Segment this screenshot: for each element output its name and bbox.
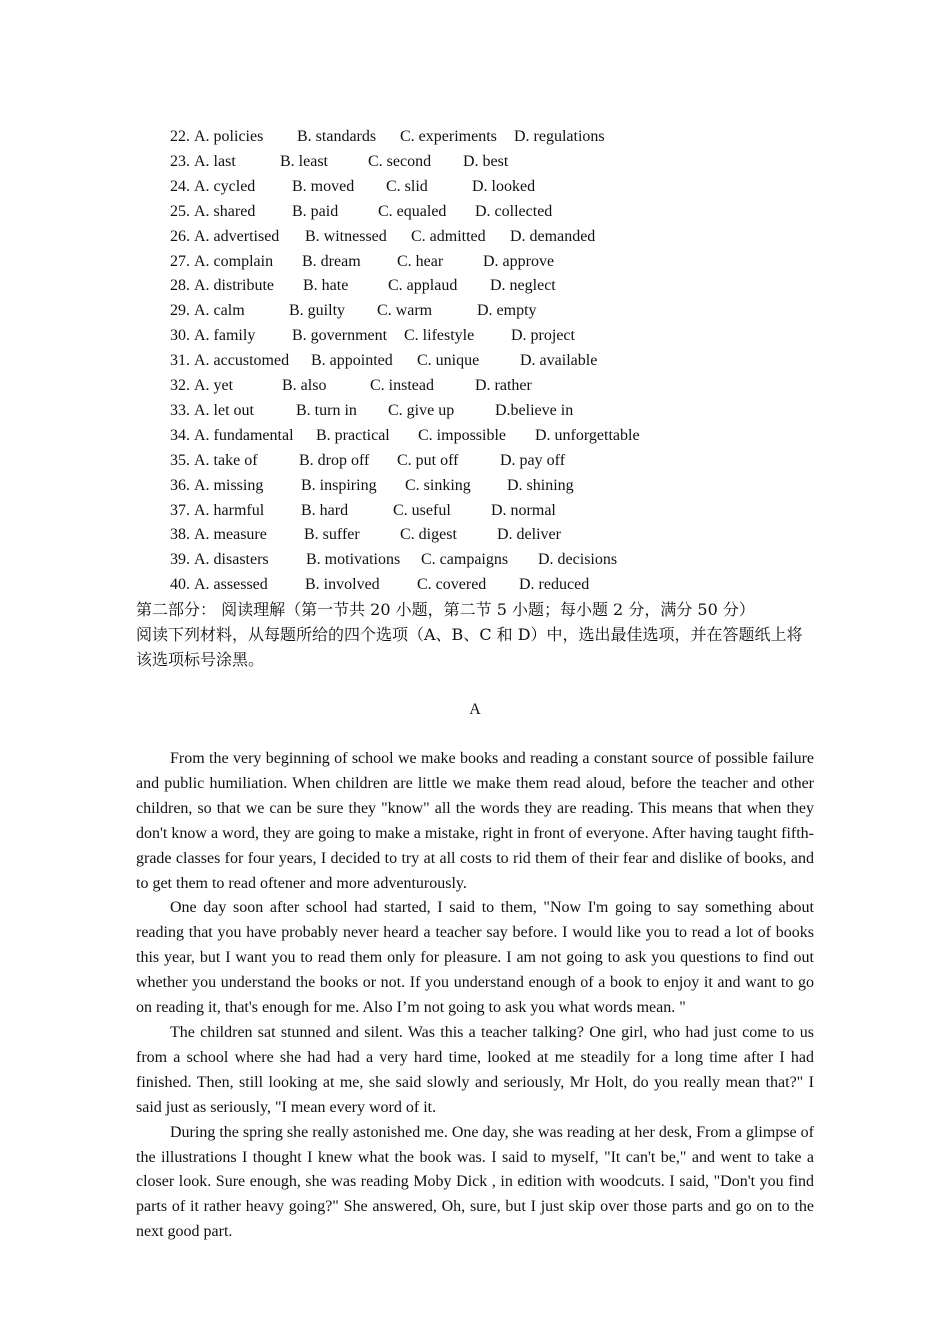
question-number: 35. [170, 451, 190, 469]
option-a: A. fundamental [194, 426, 294, 444]
option-d: D. approve [483, 252, 555, 270]
passage-paragraph: From the very beginning of school we make books and reading a constant source of possible failure and public humiliation. When children are little we make them read aloud, before the teacher and other children, so that we can be sure they "know" all the words they are reading. This means that when they don't know a word, they are going to make a mistake, right in front of everyone. After having taught fifth-grade classes for four years, I decided to try at all costs to rid them of their fear and dislike of books, and to get them to read oftener and more adventurously. [136, 750, 814, 892]
question-number: 34. [170, 426, 190, 444]
option-b: B. least [280, 152, 328, 170]
question-number: 33. [170, 401, 190, 419]
option-a: A. last [194, 152, 236, 170]
question-number: 26. [170, 227, 190, 245]
question-number: 25. [170, 202, 190, 220]
option-d: D. collected [475, 202, 553, 220]
option-d: D. empty [477, 302, 537, 320]
part-two-heading: 第二部分： 阅读理解（第一节共 20 小题，第二节 5 小题；每小题 2 分，满分 50 分） [136, 600, 755, 619]
option-b: B. motivations [306, 551, 401, 569]
option-c: C. campaigns [421, 551, 509, 569]
option-a: A. yet [194, 377, 234, 394]
question-number: 39. [170, 551, 190, 569]
option-d: D. best [463, 152, 509, 170]
option-a: A. take of [194, 451, 258, 469]
option-c: C. put off [397, 451, 459, 469]
option-d: D. looked [472, 177, 536, 195]
option-c: C. hear [397, 252, 444, 270]
option-c: C. slid [386, 177, 428, 195]
part-two-instruction: 阅读下列材料，从每题所给的四个选项（A、B、C 和 D）中，选出最佳选项，并在答题纸上将该选项标号涂黑。 [136, 625, 803, 669]
option-c: C. warm [377, 302, 433, 320]
passage-paragraph: One day soon after school had started, I said to them, "Now I'm going to say something about reading that you have probably never heard a teacher say before. I would like you to read a lot of books this year, but I want you to read them only for pleasure. I am not going to ask you questions to find out whether you understand the books or not. If you understand enough of a book to enjoy it and want to go on reading it, that's enough for me. Also I’m not going to ask you what words mean. " [136, 899, 814, 1017]
option-b: B. inspiring [301, 476, 377, 494]
option-c: C. equaled [378, 202, 447, 220]
option-b: B. standards [297, 128, 377, 145]
option-c: C. experiments [400, 128, 497, 145]
option-c: C. unique [417, 352, 480, 370]
option-a: A. complain [194, 252, 274, 270]
option-d: D. reduced [519, 576, 590, 594]
option-c: C. impossible [418, 426, 507, 444]
option-b: B. also [282, 377, 327, 394]
option-c: C. instead [370, 377, 434, 394]
option-a: A. assessed [194, 576, 268, 594]
option-d: D. rather [475, 377, 532, 394]
option-a: A. family [194, 327, 256, 345]
option-a: A. measure [194, 526, 267, 544]
option-c: C. lifestyle [404, 327, 475, 345]
option-a: A. calm [194, 302, 245, 320]
option-d: D.believe in [495, 401, 574, 419]
option-b: B. practical [316, 426, 390, 444]
question-number: 23. [170, 152, 190, 170]
option-b: B. appointed [311, 352, 393, 370]
question-number: 22. [170, 128, 190, 145]
passage-paragraph: The children sat stunned and silent. Was this a teacher talking? One girl, who had just come to us from a school where she had had a very hard time, looked at me steadily for a long time after I had finished. Then, still looking at me, she said slowly and seriously, Mr Holt, do you really mean that?" I said just as seriously, "I mean every word of it. [136, 1023, 814, 1116]
option-d: D. neglect [490, 277, 556, 295]
option-b: B. government [292, 327, 388, 345]
question-number: 38. [170, 526, 190, 544]
question-number: 40. [170, 576, 190, 594]
option-b: B. paid [292, 202, 339, 220]
option-b: B. guilty [289, 302, 346, 320]
question-number: 27. [170, 252, 190, 270]
option-b: B. turn in [296, 401, 357, 419]
question-number: 36. [170, 476, 190, 494]
option-b: B. hard [301, 501, 349, 519]
question-number: 30. [170, 327, 190, 345]
option-c: C. second [368, 152, 432, 170]
option-a: A. shared [194, 202, 256, 220]
section-letter: A [469, 701, 481, 718]
option-b: B. hate [303, 277, 349, 295]
question-number: 28. [170, 277, 190, 295]
option-d: D. deliver [497, 526, 561, 544]
question-number: 32. [170, 377, 190, 394]
option-c: C. give up [388, 401, 455, 419]
option-d: D. project [511, 327, 575, 345]
option-d: D. decisions [538, 551, 618, 569]
option-a: A. policies [194, 128, 264, 145]
option-a: A. disasters [194, 551, 269, 569]
option-a: A. cycled [194, 177, 256, 195]
option-d: D. unforgettable [535, 426, 640, 444]
option-b: B. drop off [299, 451, 370, 469]
option-a: A. let out [194, 401, 254, 419]
option-d: D. demanded [510, 227, 596, 245]
option-c: C. sinking [405, 476, 471, 494]
option-a: A. distribute [194, 277, 274, 295]
question-number: 31. [170, 352, 190, 370]
option-c: C. digest [400, 526, 457, 544]
reading-passage [136, 747, 814, 1241]
option-a: A. advertised [194, 227, 280, 245]
option-d: D. shining [507, 476, 574, 494]
passage-paragraph: During the spring she really astonished me. One day, she was reading at her desk, From a glimpse of the illustrations I thought I knew what the book was. I said to myself, "It can't be," and went to take a closer look. Sure enough, she was reading Moby Dick , in edition with woodcuts. I said, "Don't you find parts of it rather heavy going?" She answered, Oh, sure, but I just skip over those parts and go on to the next good part. [136, 1123, 814, 1241]
option-c: C. admitted [411, 227, 486, 245]
option-d: D. regulations [514, 128, 605, 145]
option-a: A. accustomed [194, 352, 290, 370]
option-c: C. applaud [388, 277, 458, 295]
option-b: B. dream [302, 252, 361, 270]
option-b: B. witnessed [305, 227, 387, 245]
option-b: B. suffer [304, 526, 360, 544]
option-d: D. normal [491, 501, 556, 519]
option-a: A. missing [194, 476, 264, 494]
option-b: B. involved [305, 576, 380, 594]
option-b: B. moved [292, 177, 355, 195]
option-d: D. available [520, 352, 598, 370]
question-number: 37. [170, 501, 190, 519]
option-a: A. harmful [194, 501, 265, 519]
option-c: C. useful [393, 501, 451, 519]
option-c: C. covered [417, 576, 487, 594]
question-number: 29. [170, 302, 190, 320]
option-d: D. pay off [500, 451, 566, 469]
question-number: 24. [170, 177, 190, 195]
